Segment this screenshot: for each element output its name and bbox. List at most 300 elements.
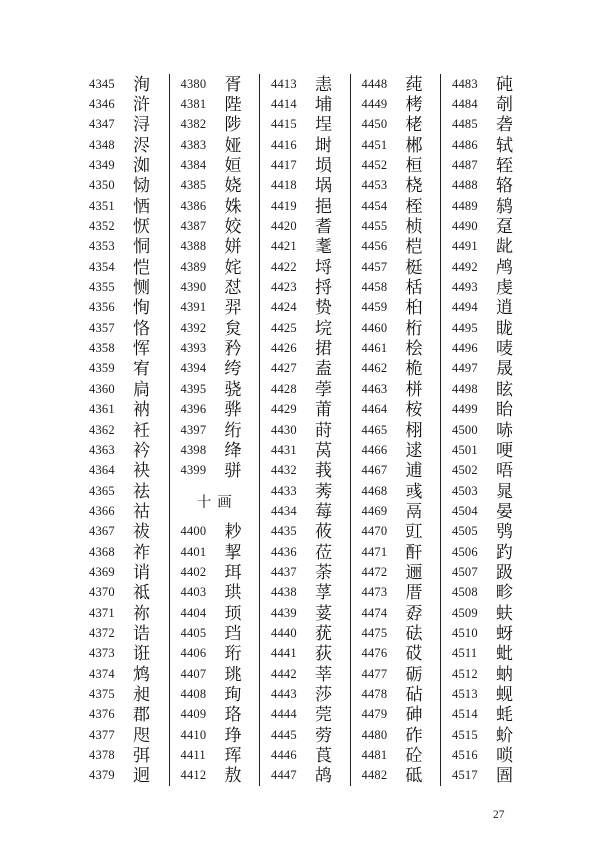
entry-character: 莆 — [315, 400, 332, 420]
entry-character: 蚋 — [496, 664, 513, 684]
entry-character: 眬 — [496, 318, 513, 338]
entry-character: 晏 — [496, 501, 513, 521]
entry-number: 4512 — [452, 666, 478, 681]
index-entry — [260, 461, 350, 481]
entry-number: 4426 — [271, 341, 297, 356]
entry-number: 4434 — [271, 503, 297, 518]
index-entry — [441, 155, 531, 175]
entry-character: 祚 — [133, 542, 150, 562]
entry-number: 4412 — [180, 768, 207, 783]
entry-character: 蚬 — [496, 684, 513, 704]
index-entry — [260, 501, 350, 521]
entry-number: 4396 — [180, 402, 207, 417]
entry-number: 4495 — [452, 320, 478, 335]
entry-number: 4401 — [180, 544, 207, 559]
entry-character: 厝 — [405, 583, 423, 603]
index-entry — [351, 562, 441, 582]
index-entry — [260, 745, 350, 765]
entry-character: 垸 — [315, 318, 332, 338]
entry-character: 埚 — [315, 176, 332, 196]
entry-character: 扃 — [133, 379, 150, 399]
entry-character: 哽 — [496, 440, 513, 460]
entry-number: 4476 — [361, 646, 388, 661]
index-entry — [260, 298, 350, 318]
index-entry — [351, 420, 441, 440]
index-entry — [351, 277, 441, 297]
entry-number: 4492 — [452, 259, 478, 274]
entry-character: 砻 — [496, 115, 513, 135]
entry-character: 鸪 — [315, 766, 332, 786]
entry-number: 4470 — [361, 524, 388, 539]
entry-number: 4425 — [271, 320, 297, 335]
index-entry — [260, 522, 350, 542]
entry-number: 4488 — [452, 178, 478, 193]
index-entry — [260, 115, 350, 135]
index-entry — [260, 237, 350, 257]
entry-number: 4399 — [180, 463, 207, 478]
index-entry — [78, 94, 169, 114]
entry-number: 4349 — [89, 158, 115, 173]
entry-number: 4400 — [180, 524, 207, 539]
entry-character: 砼 — [405, 746, 423, 766]
entry-number: 4450 — [361, 117, 388, 132]
index-entry — [260, 420, 350, 440]
entry-number: 4454 — [361, 198, 388, 213]
entry-character: 姹 — [224, 257, 242, 277]
entry-number: 4360 — [89, 381, 115, 396]
entry-number: 4449 — [361, 97, 388, 112]
entry-character: 桓 — [405, 156, 423, 176]
entry-character: 郡 — [133, 705, 150, 725]
index-entry — [351, 440, 441, 460]
entry-number: 4378 — [89, 748, 115, 763]
index-entry — [351, 481, 441, 501]
entry-character: 栲 — [405, 95, 423, 115]
entry-character: 莅 — [315, 542, 332, 562]
entry-number: 4479 — [361, 707, 388, 722]
entry-number: 4456 — [361, 239, 388, 254]
entry-number: 4474 — [361, 605, 388, 620]
entry-number: 4353 — [89, 239, 115, 254]
entry-character: 桤 — [405, 237, 423, 257]
entry-character: 唢 — [496, 746, 513, 766]
index-entry — [170, 562, 260, 582]
index-entry — [441, 400, 531, 420]
index-entry — [78, 277, 169, 297]
entry-character: 骁 — [224, 379, 242, 399]
entry-character: 莞 — [315, 705, 332, 725]
entry-number: 4484 — [452, 97, 478, 112]
entry-character: 咫 — [133, 725, 150, 745]
entry-character: 逑 — [405, 440, 423, 460]
index-entry — [170, 623, 260, 643]
index-columns — [78, 74, 531, 786]
index-entry — [78, 74, 169, 94]
entry-character: 莠 — [315, 481, 332, 501]
entry-character: 珙 — [224, 583, 242, 603]
entry-character: 桅 — [405, 359, 423, 379]
entry-character: 蚝 — [496, 705, 513, 725]
index-entry — [170, 664, 260, 684]
entry-character: 怼 — [224, 278, 242, 298]
index-entry — [260, 644, 350, 664]
entry-number: 4439 — [271, 605, 297, 620]
index-entry — [78, 644, 169, 664]
entry-number: 4515 — [452, 727, 478, 742]
entry-number: 4351 — [89, 198, 115, 213]
entry-number: 4502 — [452, 463, 478, 478]
entry-number: 4516 — [452, 748, 478, 763]
entry-character: 埒 — [315, 257, 332, 277]
entry-number: 4507 — [452, 564, 478, 579]
entry-number: 4508 — [452, 585, 478, 600]
entry-character: 陛 — [224, 95, 242, 115]
entry-number: 4444 — [271, 707, 297, 722]
entry-number: 4347 — [89, 117, 115, 132]
index-entry — [441, 277, 531, 297]
index-entry — [78, 481, 169, 501]
index-entry — [260, 359, 350, 379]
entry-character: 栟 — [405, 379, 423, 399]
index-entry — [260, 257, 350, 277]
entry-character: 贽 — [315, 298, 332, 318]
stroke-section-header: 十画 — [196, 494, 238, 511]
entry-character: 桡 — [405, 176, 423, 196]
index-entry — [260, 603, 350, 623]
entry-character: 耖 — [224, 522, 242, 542]
entry-number: 4356 — [89, 300, 115, 315]
index-entry — [260, 216, 350, 236]
index-entry — [351, 583, 441, 603]
index-entry — [351, 745, 441, 765]
entry-number: 4462 — [361, 361, 388, 376]
entry-number: 4517 — [452, 768, 478, 783]
index-entry — [78, 298, 169, 318]
index-entry — [441, 603, 531, 623]
entry-character: 砷 — [405, 705, 423, 725]
index-entry — [441, 338, 531, 358]
index-entry — [351, 379, 441, 399]
index-entry — [351, 542, 441, 562]
entry-character: 逍 — [496, 298, 513, 318]
entry-number: 4469 — [361, 503, 388, 518]
entry-character: 桧 — [405, 339, 423, 359]
entry-character: 埔 — [315, 95, 332, 115]
index-entry — [441, 562, 531, 582]
page-number: 27 — [493, 809, 505, 821]
index-entry — [351, 725, 441, 745]
entry-number: 4418 — [271, 178, 297, 193]
entry-character: 浔 — [133, 115, 150, 135]
index-entry — [170, 237, 260, 257]
index-entry — [441, 745, 531, 765]
index-entry — [78, 461, 169, 481]
entry-number: 4496 — [452, 341, 478, 356]
entry-number: 4404 — [180, 605, 207, 620]
index-entry — [441, 74, 531, 94]
entry-number: 4494 — [452, 300, 478, 315]
entry-number: 4424 — [271, 300, 297, 315]
entry-number: 4489 — [452, 198, 478, 213]
entry-character: 浕 — [133, 135, 150, 155]
entry-number: 4465 — [361, 422, 388, 437]
entry-character: 鸮 — [496, 522, 513, 542]
index-entry — [260, 196, 350, 216]
entry-character: 顼 — [224, 603, 242, 623]
entry-number: 4414 — [271, 97, 297, 112]
index-entry — [78, 542, 169, 562]
entry-character: 姣 — [224, 217, 242, 237]
entry-number: 4365 — [89, 483, 115, 498]
index-entry — [78, 583, 169, 603]
entry-character: 诮 — [133, 562, 150, 582]
index-entry — [260, 379, 350, 399]
entry-character: 埙 — [315, 156, 332, 176]
entry-number: 4514 — [452, 707, 478, 722]
index-entry — [78, 135, 169, 155]
entry-character: 陟 — [224, 115, 242, 135]
entry-character: 畛 — [496, 583, 513, 603]
entry-character: 唛 — [496, 339, 513, 359]
index-entry — [260, 623, 350, 643]
entry-character: 莓 — [315, 501, 332, 521]
entry-number: 4402 — [180, 564, 207, 579]
entry-character: 龀 — [496, 237, 513, 257]
index-entry — [441, 237, 531, 257]
index-entry — [170, 155, 260, 175]
index-entry — [441, 298, 531, 318]
entry-character: 炱 — [224, 318, 242, 338]
entry-number: 4386 — [180, 198, 207, 213]
entry-character: 趵 — [496, 542, 513, 562]
entry-number: 4486 — [452, 137, 478, 152]
entry-character: 姘 — [224, 237, 242, 257]
entry-character: 骅 — [224, 400, 242, 420]
entry-character: 莼 — [405, 74, 423, 94]
index-entry — [351, 115, 441, 135]
entry-character: 袂 — [133, 461, 150, 481]
entry-character: 祢 — [133, 603, 150, 623]
entry-character: 莘 — [315, 664, 332, 684]
entry-number: 4385 — [180, 178, 207, 193]
entry-number: 4405 — [180, 625, 207, 640]
entry-character: 祜 — [133, 501, 150, 521]
entry-character: 绗 — [224, 420, 242, 440]
entry-character: 恂 — [133, 298, 150, 318]
entry-character: 砘 — [496, 74, 513, 94]
entry-character: 衽 — [133, 420, 150, 440]
index-entry — [78, 522, 169, 542]
entry-number: 4435 — [271, 524, 297, 539]
index-entry — [78, 379, 169, 399]
index-entry — [351, 135, 441, 155]
index-entry — [78, 115, 169, 135]
entry-number: 4413 — [271, 76, 297, 91]
entry-character: 盍 — [315, 359, 332, 379]
index-entry — [441, 257, 531, 277]
entry-number: 4483 — [452, 76, 478, 91]
entry-character: 祛 — [133, 481, 150, 501]
entry-number: 4491 — [452, 239, 478, 254]
index-entry — [441, 583, 531, 603]
entry-character: 鸬 — [496, 257, 513, 277]
entry-character: 衿 — [133, 440, 150, 460]
entry-number: 4477 — [361, 666, 388, 681]
index-entry — [351, 705, 441, 725]
index-entry — [170, 542, 260, 562]
index-entry — [170, 257, 260, 277]
entry-number: 4370 — [89, 585, 115, 600]
index-entry — [170, 277, 260, 297]
index-entry — [351, 237, 441, 257]
entry-character: 矜 — [224, 339, 242, 359]
entry-character: 孬 — [405, 603, 423, 623]
index-entry — [78, 420, 169, 440]
index-entry — [78, 684, 169, 704]
entry-character: 恽 — [133, 339, 150, 359]
index-entry — [351, 766, 441, 786]
entry-number: 4464 — [361, 402, 388, 417]
entry-number: 4393 — [180, 341, 207, 356]
entry-number: 4375 — [89, 686, 115, 701]
entry-number: 4383 — [180, 137, 207, 152]
entry-character: 桉 — [405, 400, 423, 420]
index-entry — [170, 583, 260, 603]
entry-number: 4436 — [271, 544, 297, 559]
entry-number: 4499 — [452, 402, 478, 417]
entry-number: 4363 — [89, 442, 115, 457]
entry-character: 梃 — [405, 257, 423, 277]
index-entry — [441, 644, 531, 664]
entry-character: 绔 — [224, 359, 242, 379]
index-entry — [351, 318, 441, 338]
entry-character: 捋 — [315, 278, 332, 298]
entry-character: 琤 — [224, 725, 242, 745]
entry-number: 4361 — [89, 402, 115, 417]
entry-number: 4506 — [452, 544, 478, 559]
entry-number: 4415 — [271, 117, 297, 132]
entry-character: 捃 — [315, 339, 332, 359]
entry-character: 唔 — [496, 461, 513, 481]
index-entry — [170, 216, 260, 236]
entry-number: 4423 — [271, 280, 297, 295]
entry-character: 恺 — [133, 257, 150, 277]
entry-number: 4357 — [89, 320, 115, 335]
index-entry — [170, 359, 260, 379]
index-entry — [170, 115, 260, 135]
entry-number: 4368 — [89, 544, 115, 559]
index-entry — [78, 196, 169, 216]
index-entry — [260, 400, 350, 420]
index-entry — [170, 603, 260, 623]
entry-number: 4410 — [180, 727, 207, 742]
entry-number: 4422 — [271, 259, 297, 274]
entry-number: 4485 — [452, 117, 478, 132]
entry-number: 4345 — [89, 76, 115, 91]
entry-character: 䓖 — [315, 725, 332, 745]
index-entry — [260, 664, 350, 684]
entry-number: 4398 — [180, 442, 207, 457]
index-entry — [78, 237, 169, 257]
entry-character: 轼 — [496, 135, 513, 155]
entry-number: 4442 — [271, 666, 297, 681]
entry-character: 蚨 — [496, 603, 513, 623]
index-entry — [78, 338, 169, 358]
entry-character: 洳 — [133, 156, 150, 176]
entry-character: 骈 — [224, 461, 242, 481]
entry-number: 4453 — [361, 178, 388, 193]
entry-character: 郴 — [405, 135, 423, 155]
entry-character: 荻 — [315, 644, 332, 664]
index-entry — [170, 440, 260, 460]
index-entry — [351, 196, 441, 216]
entry-character: 胥 — [224, 74, 242, 94]
index-entry — [351, 522, 441, 542]
entry-number: 4463 — [361, 381, 388, 396]
index-entry — [170, 338, 260, 358]
entry-number: 4467 — [361, 463, 388, 478]
entry-character: 蚍 — [496, 644, 513, 664]
entry-number: 4473 — [361, 585, 388, 600]
entry-character: 挹 — [315, 196, 332, 216]
entry-character: 逦 — [405, 562, 423, 582]
index-entry — [351, 257, 441, 277]
entry-number: 4503 — [452, 483, 478, 498]
entry-character: 莸 — [315, 623, 332, 643]
entry-number: 4457 — [361, 259, 388, 274]
index-entry — [441, 216, 531, 236]
entry-character: 哧 — [496, 420, 513, 440]
entry-number: 4478 — [361, 686, 388, 701]
entry-character: 衲 — [133, 400, 150, 420]
index-entry — [441, 766, 531, 786]
entry-character: 羿 — [224, 298, 242, 318]
entry-character: 姮 — [224, 156, 242, 176]
index-entry — [351, 461, 441, 481]
index-column-2 — [169, 74, 260, 786]
index-entry — [260, 705, 350, 725]
entry-number: 4366 — [89, 503, 115, 518]
index-entry — [78, 623, 169, 643]
entry-character: 鸫 — [496, 196, 513, 216]
entry-character: 敖 — [224, 766, 242, 786]
entry-character: 耆 — [315, 217, 332, 237]
entry-character: 眩 — [496, 379, 513, 399]
entry-number: 4451 — [361, 137, 388, 152]
index-entry — [351, 298, 441, 318]
entry-number: 4511 — [452, 646, 478, 661]
entry-number: 4431 — [271, 442, 297, 457]
index-entry — [170, 522, 260, 542]
entry-character: 桁 — [405, 318, 423, 338]
entry-character: 挈 — [224, 542, 242, 562]
entry-number: 4409 — [180, 707, 207, 722]
entry-character: 莨 — [315, 746, 332, 766]
entry-number: 4446 — [271, 748, 297, 763]
index-entry — [78, 664, 169, 684]
index-entry — [78, 440, 169, 460]
entry-number: 4493 — [452, 280, 478, 295]
entry-number: 4430 — [271, 422, 297, 437]
index-entry — [260, 481, 350, 501]
entry-character: 荽 — [315, 603, 332, 623]
index-entry — [260, 318, 350, 338]
index-entry — [170, 176, 260, 196]
entry-number: 4372 — [89, 625, 115, 640]
entry-number: 4354 — [89, 259, 115, 274]
entry-character: 桢 — [405, 217, 423, 237]
index-entry — [78, 359, 169, 379]
